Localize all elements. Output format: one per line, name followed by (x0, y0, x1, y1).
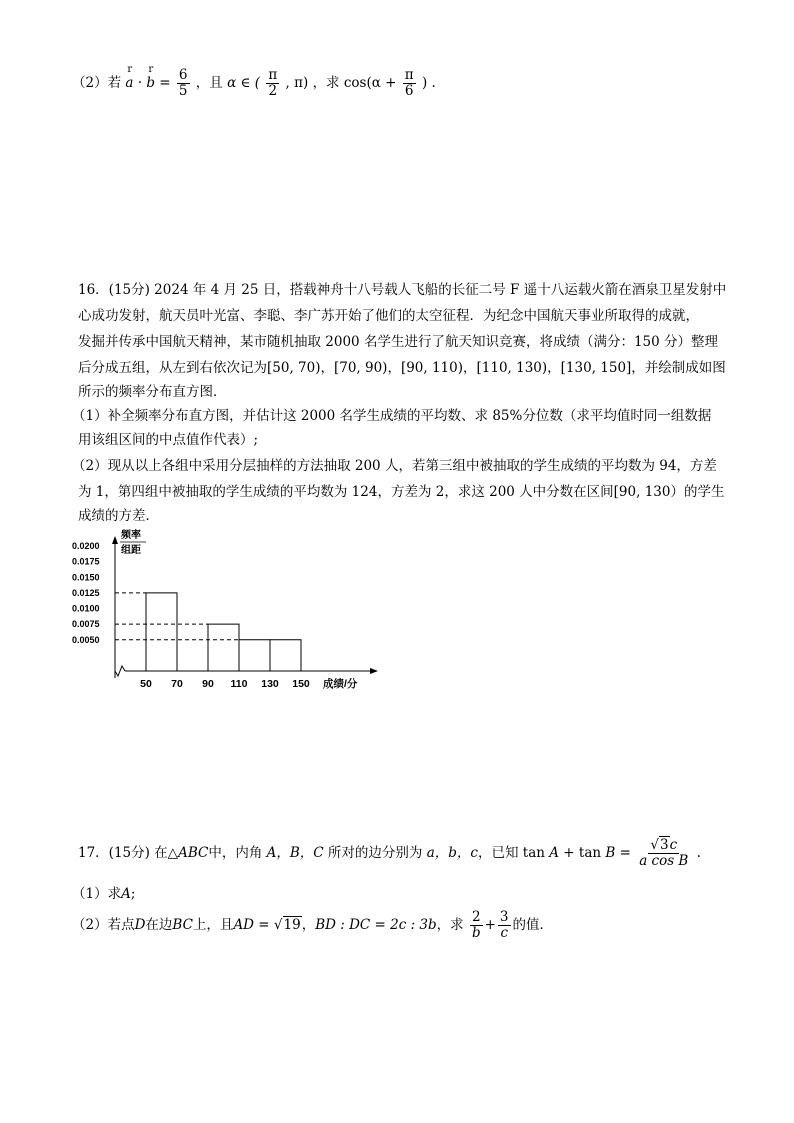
q16-part2-c: 成绩的方差． (78, 508, 159, 524)
q17-head: 17．(15分) 在△ (78, 845, 179, 861)
q17-text: ， (301, 917, 316, 933)
fraction-6-5 (177, 68, 190, 99)
sqrt-3: 3 (660, 837, 669, 853)
ratio-bd-dc: BD : DC = 2c : 3b (315, 917, 437, 933)
fraction-2-b (470, 910, 483, 941)
q17-part1 (72, 884, 135, 904)
q16-part1-a: （1）补全频率分布直方图，并估计这 2000 名学生成绩的平均数、求 85%分位数（求平均值时同一组数据 (72, 408, 712, 424)
dot-operator: · (137, 75, 143, 91)
axis-break-mark (115, 666, 125, 678)
histogram-bar (270, 640, 301, 671)
ylabel-bottom: 组距 (121, 545, 141, 556)
q15-ask: ，求 cos(α + (312, 75, 397, 91)
histogram-axes (112, 528, 378, 690)
q17-part1-label: （1）求 (72, 886, 122, 902)
q17-part2-end: 的值． (512, 917, 554, 933)
q16-part2-b: 为 1，第四组中被抽取的学生成绩的平均数为 124，方差为 2，求这 200 人中分数在区间[90, 130）的学生 (78, 484, 725, 500)
q17-text: + tan (559, 845, 606, 861)
frac-num: 6 (178, 67, 188, 83)
histogram-bar (239, 640, 270, 671)
plus-sign: + (484, 917, 496, 933)
q17-text: 上，且 (192, 917, 234, 933)
ylabel-top: 频率 (121, 530, 141, 541)
x-tick-label: 110 (230, 678, 248, 690)
vector-b-letter: b (146, 75, 155, 91)
x-tick-label: 90 (202, 678, 214, 690)
y-tick-label: 0.0200 (72, 541, 100, 551)
var-c: c (669, 837, 678, 853)
frac-den: 6 (404, 83, 414, 99)
equals-sign: = (159, 75, 171, 91)
frac-den: a cos B (639, 853, 689, 869)
segment-BC: BC (172, 917, 193, 933)
fraction-3-c (498, 910, 511, 941)
frequency-histogram (70, 528, 390, 693)
histogram-marks (72, 541, 310, 690)
q17-text: 在边 (145, 917, 173, 933)
frac-num: π (404, 67, 414, 83)
frac-num: 2 (471, 909, 481, 925)
y-tick-label: 0.0125 (72, 587, 100, 598)
side-vars: a，b，c (426, 845, 478, 861)
fraction-sqrt3c (637, 838, 690, 869)
fraction-pi-2 (266, 68, 279, 99)
q17-text: ，求 (436, 917, 464, 933)
vector-a (125, 64, 134, 96)
var-A: A (121, 886, 131, 902)
segment-AD: AD (233, 917, 255, 933)
y-tick-label: 0.0050 (72, 634, 100, 645)
equals-sign: = (254, 917, 274, 933)
q16-part2-a: （2）现从以上各组中采用分层抽样的方法抽取 200 人，若第三组中被抽取的学生成绩的平均数为 94，方差 (72, 458, 717, 474)
q15-end: ) . (421, 75, 436, 91)
interval-tail: , π) (285, 75, 309, 91)
q17-part2: （2）若点D在边BC上，且AD = √19，BD : DC = 2c : 3b，求 $\frac{2}{b}$ + $\frac{3}{c}$ 的值． (72, 909, 554, 941)
alpha-interval: α ∈ ( (227, 75, 261, 91)
q17-part1-end: ; (130, 886, 136, 902)
frac-num: 3 (499, 909, 509, 925)
frac-den: c (500, 925, 508, 941)
frac-num: π (268, 67, 278, 83)
sqrt-19: 19 (283, 917, 301, 933)
q16-line3: 发掘并传承中国航天精神，某市随机抽取 2000 名学生进行了航天知识竞赛，将成绩（满分：150 分）整理 (78, 334, 718, 350)
frac-den: 2 (268, 83, 278, 99)
q16-line5: 所示的频率分布直方图． (78, 384, 227, 400)
q15-part2 (72, 64, 436, 99)
q15-text: ，且 (195, 75, 223, 91)
vector-a-letter: a (125, 75, 134, 91)
y-tick-label: 0.0100 (72, 603, 100, 614)
q16-part1-b: 用该组区间的中点值作代表）; (78, 432, 259, 448)
x-tick-label: 150 (292, 678, 310, 690)
frac-den: 5 (178, 83, 188, 99)
y-tick-label: 0.0075 (72, 619, 100, 630)
xlabel: 成绩/分 (323, 678, 358, 690)
q16-line4: 后分成五组，从左到右依次记为[50, 70)，[70, 90)，[90, 110)，[110, 130)，[130, 150]，并绘制成如图 (78, 360, 726, 376)
angle-vars: A，B，C (266, 845, 324, 861)
frac-den: b (471, 925, 481, 941)
q15-part2-label: （2）若 (72, 75, 122, 91)
var-D: D (134, 917, 146, 933)
q16-line2: 心成功发射，航天员叶光富、李聪、李广苏开始了他们的太空征程．为纪念中国航天事业所取得的成就， (78, 308, 699, 324)
q17-text: ，已知 tan (477, 845, 550, 861)
vector-arrow: r (127, 64, 133, 75)
y-axis-arrow (112, 536, 118, 544)
q17-part2-label: （2）若点 (72, 917, 135, 933)
q16-line1: 16．(15分) 2024 年 4 月 25 日，搭载神舟十八号载人飞船的长征二号 F 遥十八运载火箭在酒泉卫星发射中 (78, 282, 727, 298)
x-tick-label: 50 (140, 678, 152, 690)
histogram-bar (146, 593, 177, 671)
vector-b (146, 64, 155, 96)
q17-text: 所对的边分别为 (323, 845, 427, 861)
var-B: B (605, 845, 616, 861)
q17-stem (78, 838, 701, 869)
x-axis-arrow (370, 668, 378, 674)
var-A: A (549, 845, 559, 861)
y-tick-label: 0.0150 (72, 572, 100, 583)
histogram-bar (208, 624, 239, 671)
x-tick-label: 70 (171, 678, 183, 690)
vector-arrow: r (148, 64, 154, 75)
equals-sign: = (615, 845, 631, 861)
frac-num: √3c (650, 837, 678, 853)
y-tick-label: 0.0175 (72, 556, 100, 567)
q17-text: 中，内角 (208, 845, 267, 861)
x-tick-label: 130 (261, 678, 279, 690)
fraction-pi-6 (403, 68, 416, 99)
triangle-abc: ABC (178, 845, 209, 861)
q17-end: . (692, 845, 701, 861)
